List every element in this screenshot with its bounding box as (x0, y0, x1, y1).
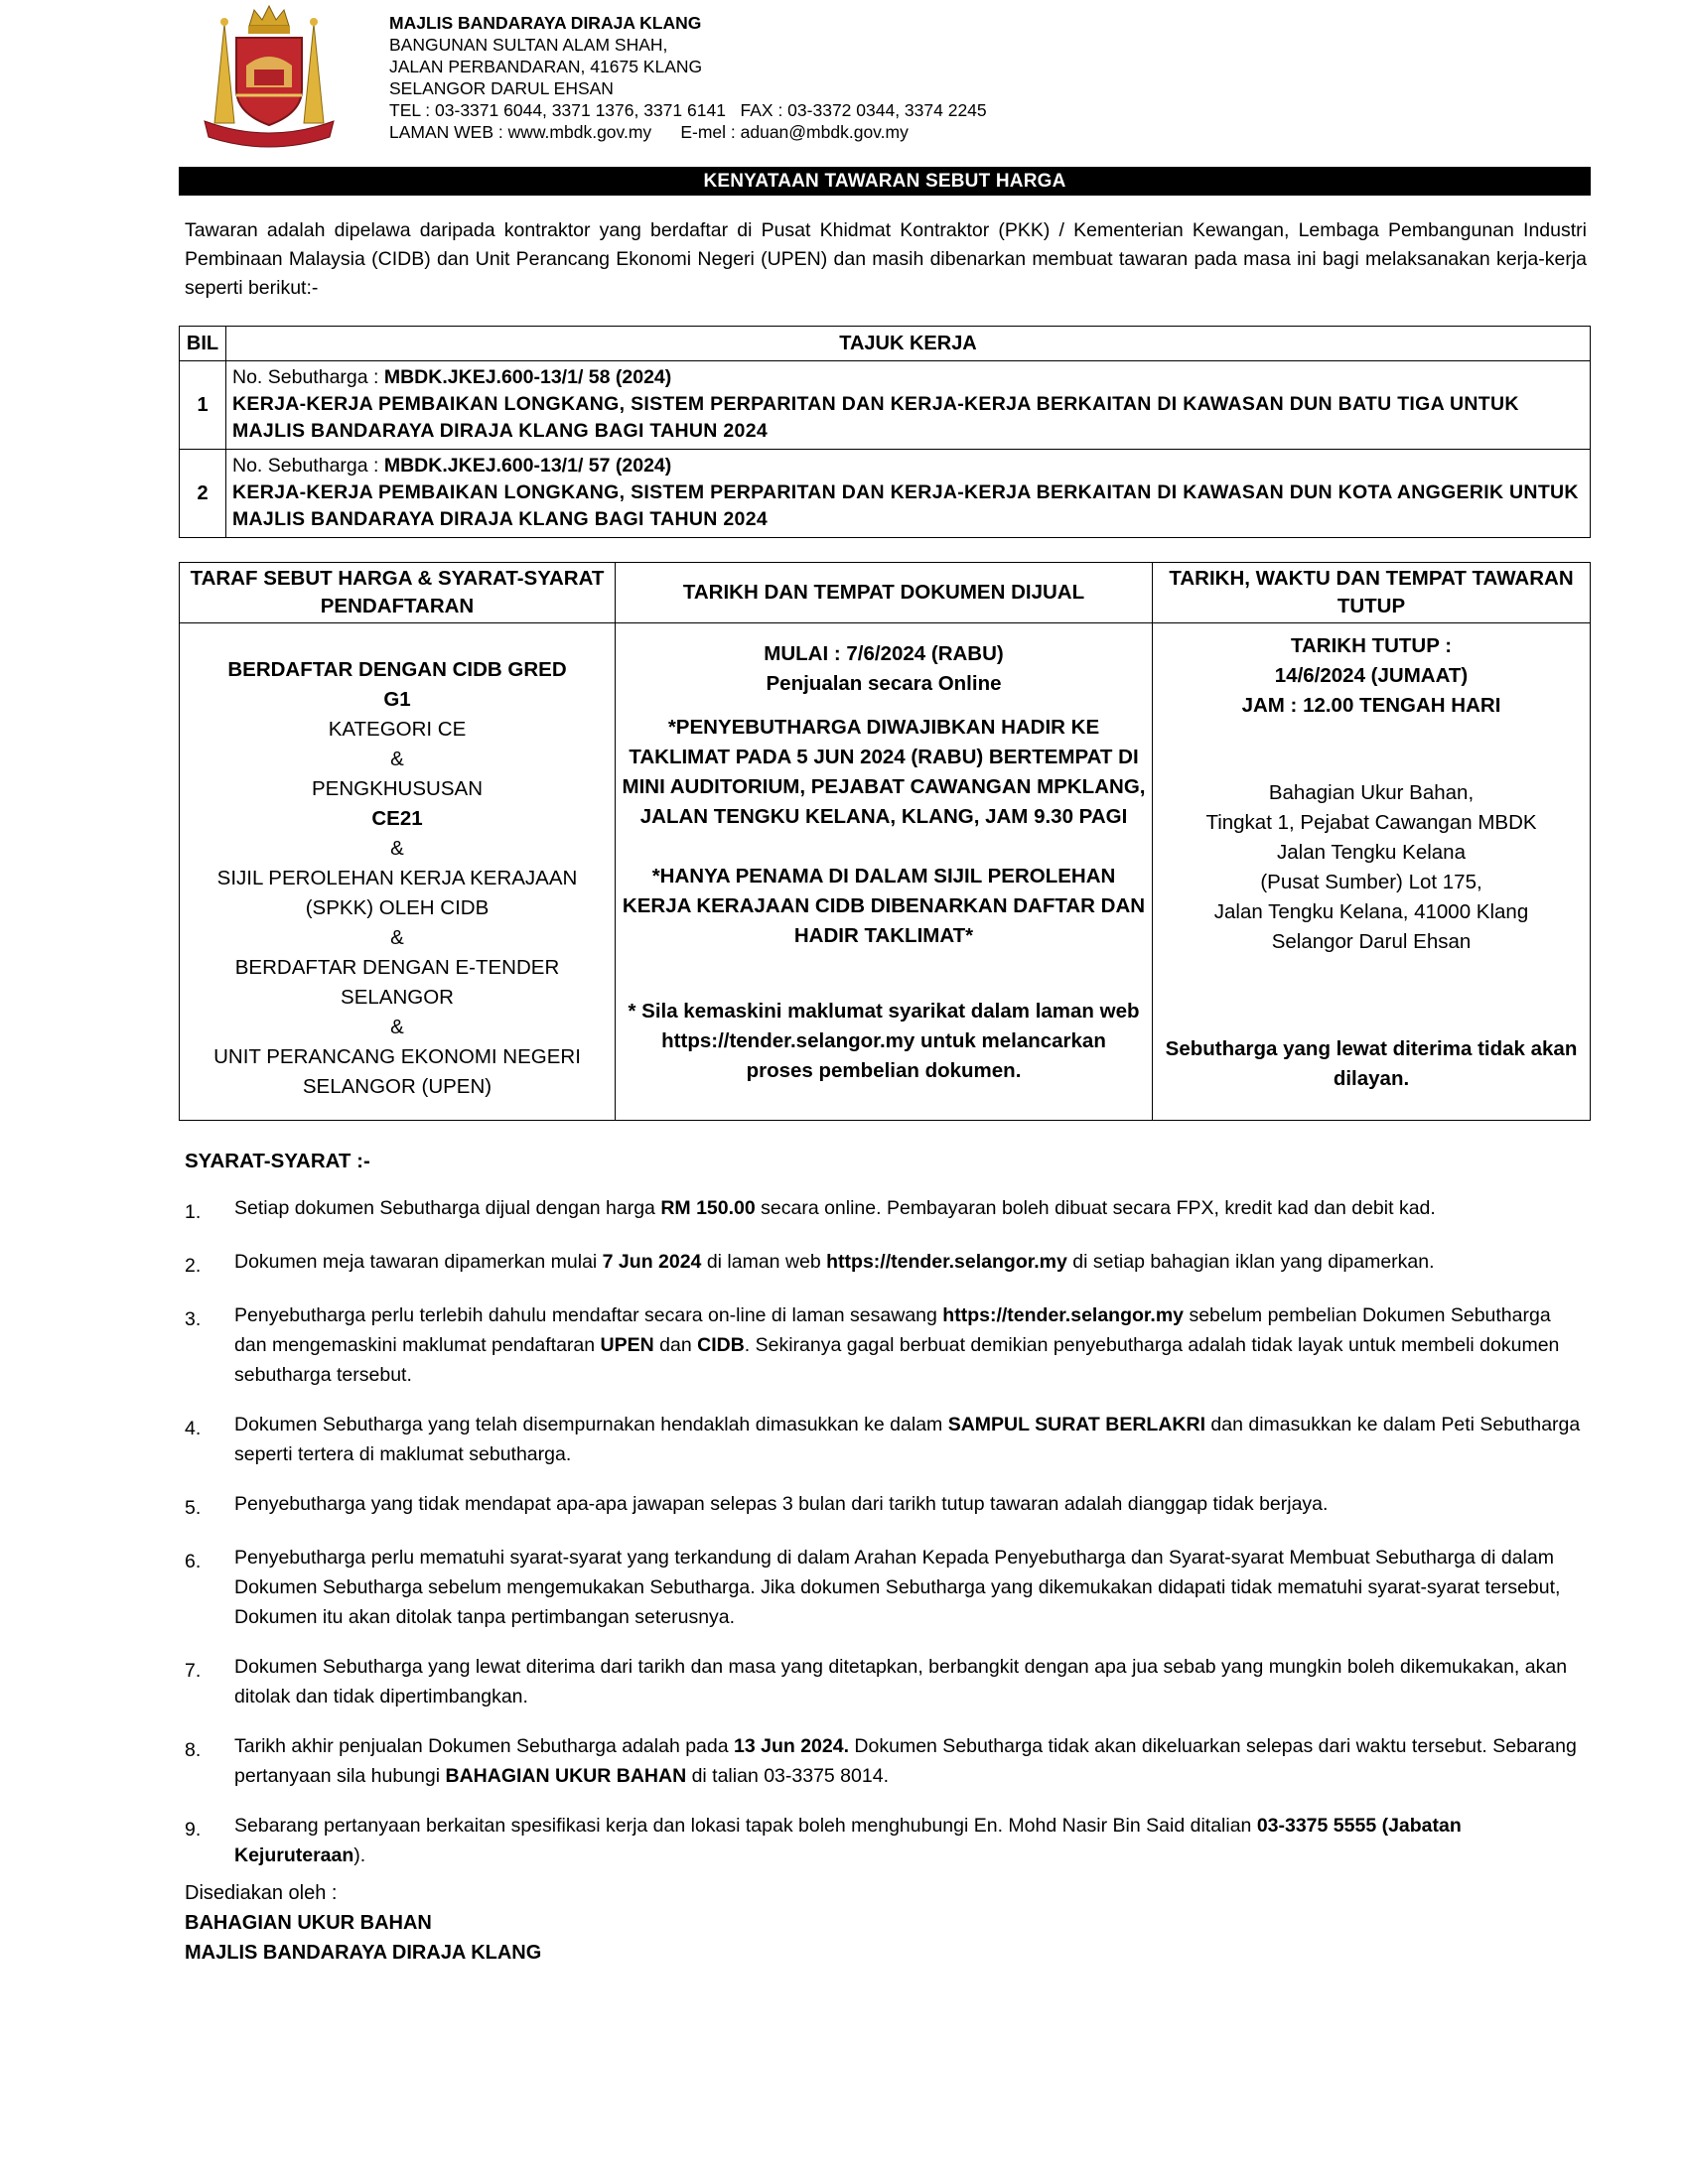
tel-fax: TEL : 03-3371 6044, 3371 1376, 3371 6141 FAX : 03-3372 0344, 3374 2245 (389, 100, 987, 120)
category-label: KATEGORI CE (328, 718, 467, 741)
row-number: 2 (180, 450, 226, 538)
term-number: 4. (185, 1418, 202, 1439)
prepared-by-dept: BAHAGIAN UKUR BAHAN (185, 1912, 432, 1934)
prepared-by-label: Disediakan oleh : (185, 1882, 338, 1904)
list-item (185, 1652, 1587, 1711)
grade-value: G1 (383, 688, 411, 711)
work-title: KERJA-KERJA PEMBAIKAN LONGKANG, SISTEM PERPARITAN DAN KERJA-KERJA BERKAITAN DI KAWASAN DUN KOTA ANGGERIK UNTUK MAJLIS BANDARAYA DIRAJA KLANG BAGI TAHUN 2024 (232, 481, 1579, 530)
ampersand: & (390, 1016, 404, 1038)
info-table-row (180, 623, 1591, 1121)
term-number: 2. (185, 1255, 202, 1277)
term-number: 6. (185, 1551, 202, 1572)
list-item (185, 1247, 1587, 1281)
term-text: Penyebutharga perlu mematuhi syarat-syarat yang terkandung di dalam Arahan Kepada Penyebutharga dan Syarat-syarat Membuat Sebutharga di dalam Dokumen Sebutharga sebelum mengemukakan Sebutharga. Jika dokumen Sebutharga yang dikemukakan didapati tidak mematuhi syarat-syarat tersebut, Dokumen itu akan ditolak tanpa pertimbangan seterusnya. (234, 1547, 1561, 1628)
works-table-header (180, 327, 1591, 361)
address-line-3: SELANGOR DARUL EHSAN (389, 78, 614, 98)
council-crest-logo (195, 4, 344, 153)
work-title: KERJA-KERJA PEMBAIKAN LONGKANG, SISTEM PERPARITAN DAN KERJA-KERJA BERKAITAN DI KAWASAN DUN BATU TIGA UNTUK MAJLIS BANDARAYA DIRAJA KLANG BAGI TAHUN 2024 (232, 393, 1519, 442)
header-registration: TARAF SEBUT HARGA & SYARAT-SYARAT PENDAFTARAN (180, 563, 616, 623)
specialisation-label: PENGKHUSUSAN (311, 777, 483, 800)
header-closing: TARIKH, WAKTU DAN TEMPAT TAWARAN TUTUP (1153, 563, 1591, 623)
web-email: LAMAN WEB : www.mbdk.gov.my E-mel : aduan@mbdk.gov.my (389, 122, 909, 142)
closing-address-6: Selangor Darul Ehsan (1271, 930, 1472, 953)
address-line-2: JALAN PERBANDARAN, 41675 KLANG (389, 57, 703, 76)
closing-date: 14/6/2024 (JUMAAT) (1274, 664, 1469, 687)
list-item (185, 1543, 1587, 1632)
terms-heading: SYARAT-SYARAT :- (185, 1150, 370, 1172)
term-text: Dokumen Sebutharga yang lewat diterima dari tarikh dan masa yang ditetapkan, berbangkit dengan apa jua sebab yang mungkin boleh dikemukakan, akan ditolak dan tidak dipertimbangkan. (234, 1656, 1568, 1707)
specialisation-value: CE21 (371, 807, 423, 830)
col-bil-header: BIL (180, 327, 226, 361)
term-number: 9. (185, 1819, 202, 1841)
sale-start-date: MULAI : 7/6/2024 (RABU) (764, 642, 1004, 665)
closing-address-4: (Pusat Sumber) Lot 175, (1260, 871, 1482, 893)
header-document-sale: TARIKH DAN TEMPAT DOKUMEN DIJUAL (616, 563, 1153, 623)
list-item (185, 1731, 1587, 1791)
term-number: 7. (185, 1660, 202, 1682)
work-cell (226, 450, 1591, 538)
term-number: 3. (185, 1308, 202, 1330)
prepared-by-org: MAJLIS BANDARAYA DIRAJA KLANG (185, 1942, 542, 1964)
address-line-1: BANGUNAN SULTAN ALAM SHAH, (389, 35, 668, 55)
term-number: 5. (185, 1497, 202, 1519)
spkk-requirement: SIJIL PEROLEHAN KERJA KERAJAAN (SPKK) OLEH CIDB (216, 867, 578, 919)
ref-number: MBDK.JKEJ.600-13/1/ 57 (2024) (383, 455, 672, 477)
briefing-notice: *PENYEBUTHARGA DIWAJIBKAN HADIR KE TAKLIMAT PADA 5 JUN 2024 (RABU) BERTEMPAT DI MINI AUDITORIUM, PEJABAT CAWANGAN MPKLANG, JALAN TENGKU KELANA, KLANG, JAM 9.30 PAGI (622, 716, 1146, 828)
table-row (180, 450, 1591, 538)
ampersand: & (390, 926, 404, 949)
notice-title-banner: KENYATAAN TAWARAN SEBUT HARGA (179, 167, 1591, 196)
works-table (179, 326, 1591, 538)
closing-address-5: Jalan Tengku Kelana, 41000 Klang (1213, 900, 1529, 923)
ref-label: No. Sebutharga : (232, 366, 384, 388)
table-row (180, 361, 1591, 450)
ref-number: MBDK.JKEJ.600-13/1/ 58 (2024) (383, 366, 672, 388)
sale-method: Penjualan secara Online (766, 672, 1002, 695)
term-text: Penyebutharga yang tidak mendapat apa-apa jawapan selepas 3 bulan dari tarikh tutup tawaran adalah dianggap tidak berjaya. (234, 1493, 1329, 1515)
col-tajuk-header: TAJUK KERJA (226, 327, 1591, 361)
closing-address-1: Bahagian Ukur Bahan, (1268, 781, 1475, 804)
term-number: 1. (185, 1201, 202, 1223)
closing-cell (1153, 623, 1591, 1121)
list-item (185, 1811, 1587, 1870)
prepared-by-block (185, 1878, 541, 1968)
intro-paragraph: Tawaran adalah dipelawa daripada kontraktor yang berdaftar di Pusat Khidmat Kontraktor (PKK) / Kementerian Kewangan, Lembaga Pembangunan Industri Pembinaan Malaysia (CIDB) dan Unit Perancang Ekonomi Negeri (UPEN) dan masih dibenarkan membuat tawaran pada masa ini bagi melaksanakan kerja-kerja seperti berikut:- (185, 219, 1587, 299)
org-name: MAJLIS BANDARAYA DIRAJA KLANG (389, 13, 702, 33)
ampersand: & (390, 748, 404, 770)
term-text: Setiap dokumen Sebutharga dijual dengan harga RM 150.00 secara online. Pembayaran boleh dibuat secara FPX, kredit kad dan debit kad. (234, 1197, 1436, 1219)
term-text: Dokumen meja tawaran dipamerkan mulai 7 Jun 2024 di laman web https://tender.selangor.my di setiap bahagian iklan yang dipamerkan. (234, 1251, 1435, 1273)
ref-label: No. Sebutharga : (232, 455, 384, 477)
term-text: Sebarang pertanyaan berkaitan spesifikasi kerja dan lokasi tapak boleh menghubungi En. Mohd Nasir Bin Said ditalian 03-3375 5555 (Jabatan Kejuruteraan). (234, 1815, 1462, 1866)
list-item (185, 1410, 1587, 1469)
registration-cell (180, 623, 616, 1121)
document-sale-cell (616, 623, 1153, 1121)
info-table-header (180, 563, 1591, 623)
term-text: Tarikh akhir penjualan Dokumen Sebutharga adalah pada 13 Jun 2024. Dokumen Sebutharga tidak akan dikeluarkan selepas dari waktu tersebut. Sebarang pertanyaan sila hubungi BAHAGIAN UKUR BAHAN di talian 03-3375 8014. (234, 1735, 1577, 1787)
upen-requirement: UNIT PERANCANG EKONOMI NEGERI SELANGOR (UPEN) (213, 1045, 581, 1098)
ampersand: & (390, 837, 404, 860)
list-item (185, 1489, 1587, 1523)
list-item (185, 1193, 1587, 1227)
etender-requirement: BERDAFTAR DENGAN E-TENDER SELANGOR (234, 956, 560, 1009)
work-cell (226, 361, 1591, 450)
closing-address-2: Tingkat 1, Pejabat Cawangan MBDK (1205, 811, 1537, 834)
terms-list (185, 1193, 1587, 1890)
list-item (185, 1300, 1587, 1390)
late-submission-note: Sebutharga yang lewat diterima tidak akan dilayan. (1165, 1037, 1578, 1090)
term-text: Dokumen Sebutharga yang telah disempurnakan hendaklah dimasukkan ke dalam SAMPUL SURAT BERLAKRI dan dimasukkan ke dalam Peti Sebutharga seperti tertera di maklumat sebutharga. (234, 1414, 1581, 1465)
closing-date-label: TARIKH TUTUP : (1290, 634, 1453, 657)
info-table (179, 562, 1591, 1121)
row-number: 1 (180, 361, 226, 450)
cidb-grade-label: BERDAFTAR DENGAN CIDB GRED (227, 658, 567, 681)
update-company-info-note: * Sila kemaskini maklumat syarikat dalam laman web https://tender.selangor.my untuk melancarkan proses pembelian dokumen. (628, 1000, 1140, 1082)
closing-address-3: Jalan Tengku Kelana (1277, 841, 1466, 864)
closing-time: JAM : 12.00 TENGAH HARI (1241, 694, 1501, 717)
term-number: 8. (185, 1739, 202, 1761)
briefing-eligibility: *HANYA PENAMA DI DALAM SIJIL PEROLEHAN KERJA KERAJAAN CIDB DIBENARKAN DAFTAR DAN HADIR TAKLIMAT* (622, 865, 1146, 947)
term-text: Penyebutharga perlu terlebih dahulu mendaftar secara on-line di laman sesawang https://tender.selangor.my sebelum pembelian Dokumen Sebutharga dan mengemaskini maklumat pendaftaran UPEN dan CIDB. Sekiranya gagal berbuat demikian penyebutharga adalah tidak layak untuk membeli dokumen sebutharga tersebut. (234, 1304, 1560, 1386)
letterhead (389, 12, 987, 143)
